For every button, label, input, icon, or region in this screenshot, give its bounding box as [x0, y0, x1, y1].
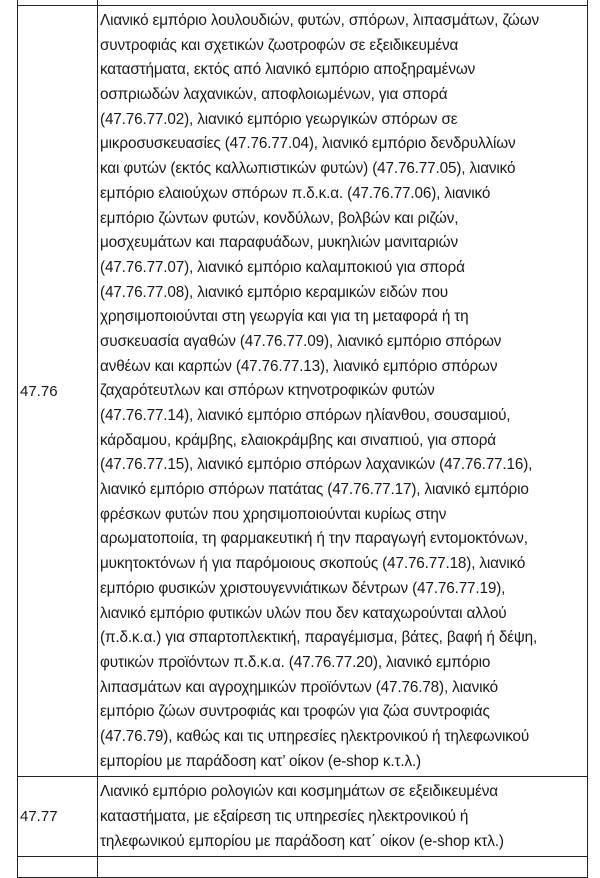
code-cell — [18, 0, 98, 5]
description-line: και φυτών (εκτός καλλωπιστικών φυτών) (47.76.77.05), λιανικό — [100, 160, 516, 178]
description-line: συντροφιάς και σχετικών ζωοτροφών σε εξειδικευμένα — [100, 36, 459, 54]
description-line: αρωματοποιία, τη φαρμακευτική ή την παραγωγή εντομοκτόνων, — [100, 530, 528, 548]
table-row-next — [17, 857, 588, 878]
description-line: εμπόριο ζώντων φυτών, κονδύλων, βολβών και ριζών, — [100, 209, 459, 227]
code-cell: 47.76 — [18, 6, 98, 776]
description-line: εμπόριο ελαιούχων σπόρων π.δ.κ.α. (47.76.77.06), λιανικό — [100, 184, 491, 202]
table-row — [17, 777, 588, 857]
description-line: (47.76.79), καθώς και τις υπηρεσίες ηλεκτρονικού ή τηλεφωνικού — [100, 727, 530, 745]
description-line: μικροσυσκευασίες (47.76.77.04), λιανικό εμπόριο δενδρυλλίων — [100, 135, 516, 153]
description-line: χρησιμοποιούνται στη γεωργία και για τη μεταφορά ή τη — [100, 308, 469, 326]
description-line: (47.76.77.14), λιανικό εμπόριο σπόρων ηλίανθου, σουσαμιού, — [100, 407, 511, 424]
activity-codes-table — [17, 0, 588, 878]
description-cell — [98, 6, 587, 776]
description-line: (47.76.77.07), λιανικό εμπόριο καλαμποκιού για σπορά — [100, 258, 465, 276]
description-line: συσκευασία αγαθών (47.76.77.09), λιανικό εμπόριο σπόρων — [100, 332, 502, 350]
description-line: τηλεφωνικού εμπορίου με παράδοση κατ΄ οίκον (e-shop κτλ.) — [100, 832, 504, 850]
description-line: ζαχαρότευτλων και σπόρων κτηνοτροφικών φυτών — [100, 382, 435, 400]
description-line: καταστήματα, εκτός από λιανικό εμπόριο αποξηραμένων — [100, 61, 476, 79]
description-line: μυκητοκτόνων ή για παρόμοιους σκοπούς (47.76.77.18), λιανικό — [100, 555, 526, 573]
description-line: (π.δ.κ.α.) για σπαρτοπλεκτική, παραγέμισμα, βάτες, βαφή ή δέψη, — [100, 629, 538, 647]
description-line: λιπασμάτων και αγροχημικών προϊόντων (47.76.78), λιανικό — [100, 678, 499, 696]
code-cell — [18, 857, 98, 877]
description-line: καταστήματα, με εξαίρεση τις υπηρεσίες ηλεκτρονικού ή — [100, 808, 469, 825]
description-line: εμπόριο ζώων συντροφιάς και τροφών για ζώα συντροφιάς — [100, 703, 490, 721]
description-cell — [98, 777, 587, 856]
description-line: ανθέων και καρπών (47.76.77.13), λιανικό εμπόριο σπόρων — [100, 357, 498, 375]
table-row — [17, 6, 588, 777]
description-line: λιανικό εμπόριο φυτικών υλών που δεν καταχωρούνται αλλού — [100, 604, 507, 622]
description-line: (47.76.77.08), λιανικό εμπόριο κεραμικών ειδών που — [100, 283, 449, 301]
description-line: λιανικό εμπόριο σπόρων πατάτας (47.76.77.17), λιανικό εμπόριο — [100, 481, 529, 499]
description-line: οσπριωδών λαχανικών, αποφλοιωμένων, για σπορά — [100, 86, 448, 104]
description-line: Λιανικό εμπόριο ρολογιών και κοσμημάτων σε εξειδικευμένα — [100, 783, 498, 801]
description-line: (47.76.77.15), λιανικό εμπόριο σπόρων λαχανικών (47.76.77.16), — [100, 456, 533, 474]
description-line: φρέσκων φυτών που χρησιμοποιούνται κυρίως στην — [100, 505, 447, 523]
description-line: εμπορίου με παράδοση κατ’ οίκον (e-shop κ.τ.λ.) — [100, 752, 421, 770]
code-cell: 47.77 — [18, 777, 98, 856]
description-line: (47.76.77.02), λιανικό εμπόριο γεωργικών σπόρων σε — [100, 110, 458, 128]
description-line: κάρδαμου, κράμβης, ελαιοκράμβης και σιναπιού, για σπορά — [100, 431, 496, 449]
description-cell — [98, 0, 587, 5]
description-line: Λιανικό εμπόριο λουλουδιών, φυτών, σπόρων, λιπασμάτων, ζώων — [100, 12, 540, 29]
description-line: φυτικών προϊόντων π.δ.κ.α. (47.76.77.20), λιανικό εμπόριο — [100, 653, 491, 671]
description-line: εμπόριο φυσικών χριστουγεννιάτικων δέντρων (47.76.77.19), — [100, 579, 506, 597]
description-line: μοσχευμάτων και παραφυάδων, μυκηλιών μανιταριών — [100, 234, 458, 252]
description-cell — [98, 857, 587, 877]
